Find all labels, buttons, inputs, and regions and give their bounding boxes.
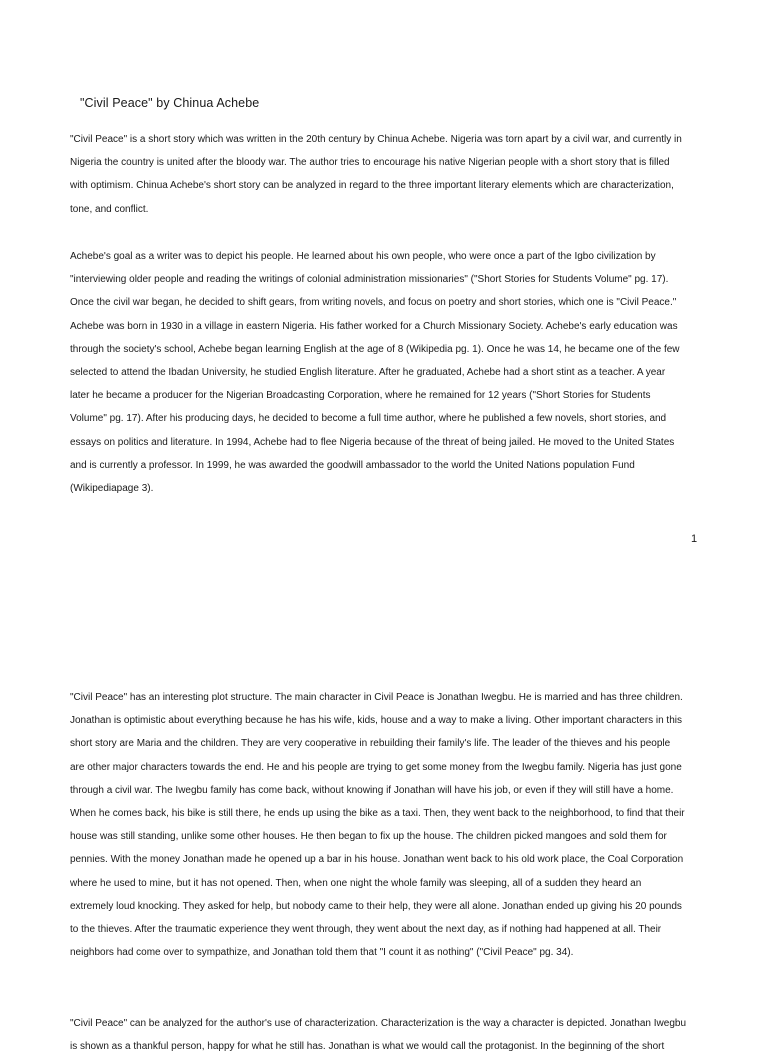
paragraph-plot — [70, 686, 700, 964]
text-line: with optimism. Chinua Achebe's short story can be analyzed in regard to the three important literary elements which are characterization, — [70, 180, 674, 192]
text-line: Achebe was born in 1930 in a village in eastern Nigeria. His father worked for a Church Missionary Society. Achebe's early education was — [70, 320, 678, 332]
text-line: When he comes back, his bike is still there, he ends up using the bike as a taxi. Then, they went back to the neighborhood, to find that their — [70, 808, 685, 820]
text-line: is shown as a thankful person, happy for what he still has. Jonathan is what we would call the protagonist. In the beginning of the short — [70, 1041, 665, 1053]
text-line: Volume" pg. 17). After his producing days, he decided to become a full time author, where he published a few novels, short stories, and — [70, 413, 667, 425]
paragraph-biography — [70, 245, 700, 500]
text-line: "Civil Peace" can be analyzed for the author's use of characterization. Characterization is the way a character is depicted. Jonathan Iwegbu — [70, 1018, 687, 1029]
text-line: extremely loud knocking. They asked for help, but nobody came to their help, they were all alone. Jonathan ended up giving his 20 pounds — [70, 900, 682, 912]
text-line: neighbors had come over to sympathize, and Jonathan told them that "I count it as nothing" ("Civil Peace" pg. 34). — [70, 947, 574, 959]
text-line: short story are Maria and the children. They are very cooperative in rebuilding their family's life. The leader of the thieves and his people — [70, 738, 671, 750]
text-line: Nigeria the country is united after the bloody war. The author tries to encourage his native Nigerian people with a short story that is filled — [70, 157, 670, 169]
text-line: where he used to mine, but it has not opened. Then, when one night the whole family was sleeping, all of a sudden they heard an — [70, 877, 642, 889]
text-line: Once the civil war began, he decided to shift gears, from writing novels, and focus on poetry and short stories, which one is "Civil Peace." — [70, 297, 677, 309]
text-line: house was still standing, unlike some other houses. He then began to fix up the house. The children picked mangoes and sold them for — [70, 831, 667, 843]
text-line: essays on politics and literature. In 1994, Achebe had to flee Nigeria because of the threat of being jailed. He moved to the United States — [70, 436, 675, 448]
text-line: "Civil Peace" is a short story which was written in the 20th century by Chinua Achebe. Nigeria was torn apart by a civil war, and currently in — [70, 134, 682, 145]
text-line: and is currently a professor. In 1999, he was awarded the goodwill ambassador to the world the United Nations population Fund — [70, 459, 635, 471]
paragraph-intro — [70, 128, 700, 221]
text-line: through a civil war. The Iwegbu family has come back, without knowing if Jonathan will have his job, or even if they will still have a home. — [70, 784, 674, 796]
text-line: (Wikipediapage 3). — [70, 483, 154, 495]
text-line: tone, and conflict. — [70, 203, 149, 215]
text-line: to the thieves. After the traumatic experience they went through, they went about the next day, as if nothing had happened at all. Their — [70, 924, 662, 936]
text-line: "Civil Peace" has an interesting plot structure. The main character in Civil Peace is Jonathan Iwegbu. He is married and has three children. — [70, 692, 683, 703]
paragraph-characterization — [70, 1012, 700, 1058]
text-line: selected to attend the Ibadan University, he studied English literature. After he graduated, Achebe had a short stint as a teacher. A year — [70, 367, 666, 379]
text-line: pennies. With the money Jonathan made he opened up a bar in his house. Jonathan went back to his old work place, the Coal Corporation — [70, 854, 684, 866]
text-line: Jonathan is optimistic about everything because he has his wife, kids, house and a way to make a living. Other important characters in this — [70, 715, 682, 727]
text-line: through the society's school, Achebe began learning English at the age of 8 (Wikipedia pg. 1). Once he was 14, he became one of the few — [70, 343, 680, 355]
text-line: are other major characters towards the end. He and his people are trying to get some money from the Iwegbu family. Nigeria has just gone — [70, 761, 682, 773]
text-line: later he became a producer for the Nigerian Broadcasting Corporation, where he remained for 12 years ("Short Stories for Students — [70, 390, 651, 402]
page-number: 1 — [691, 533, 698, 545]
text-line: "interviewing older people and reading the writings of colonial administration missionaries" ("Short Stories for Students Volume" pg. 17). — [70, 274, 669, 286]
document-title: "Civil Peace" by Chinua Achebe — [80, 96, 260, 110]
text-line: Achebe's goal as a writer was to depict his people. He learned about his own people, who were once a part of the Igbo civilization by — [70, 251, 656, 262]
